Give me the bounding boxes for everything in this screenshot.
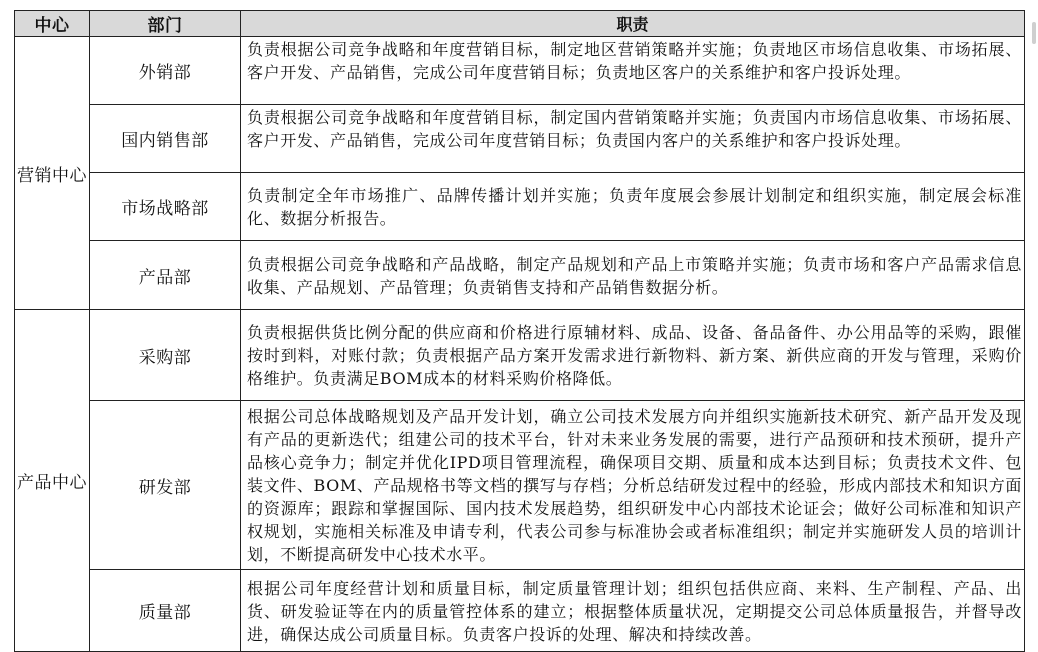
duty-cell: 负责根据公司竞争战略和年度营销目标，制定地区营销策略并实施；负责地区市场信息收集、市场拓展、客户开发、产品销售，完成公司年度营销目标；负责地区客户的关系维护和客户投诉处理。 [241, 37, 1025, 105]
table-row [15, 105, 1025, 173]
table-row [15, 173, 1025, 241]
dept-cell: 质量部 [90, 570, 241, 652]
duty-cell: 负责根据供货比例分配的供应商和价格进行原辅材料、成品、设备、备品备件、办公用品等的采购，跟催按时到料，对账付款；负责根据产品方案开发需求进行新物料、新方案、新供应商的开发与管理，采购价格维护。负责满足BOM成本的材料采购价格降低。 [241, 310, 1025, 401]
duty-cell: 负责根据公司竞争战略和产品战略，制定产品规划和产品上市策略并实施；负责市场和客户产品需求信息收集、产品规划、产品管理；负责销售支持和产品销售数据分析。 [241, 241, 1025, 310]
dept-cell: 采购部 [90, 310, 241, 401]
table-row [15, 37, 1025, 105]
table-row [15, 570, 1025, 652]
duty-cell: 负责制定全年市场推广、品牌传播计划并实施；负责年度展会参展计划制定和组织实施，制定展会标准化、数据分析报告。 [241, 173, 1025, 241]
table-row [15, 401, 1025, 570]
duty-cell: 根据公司年度经营计划和质量目标，制定质量管理计划；组织包括供应商、来料、生产制程、产品、出货、研发验证等在内的质量管控体系的建立；根据整体质量状况，定期提交公司总体质量报告，并督导改进，确保达成公司质量目标。负责客户投诉的处理、解决和持续改善。 [241, 570, 1025, 652]
duty-cell: 根据公司总体战略规划及产品开发计划，确立公司技术发展方向并组织实施新技术研究、新产品开发及现有产品的更新迭代；组建公司的技术平台，针对未来业务发展的需要，进行产品预研和技术预研，提升产品核心竞争力；制定并优化IPD项目管理流程，确保项目交期、质量和成本达到目标；负责技术文件、包装文件、BOM、产品规格书等文档的撰写与存档；分析总结研发过程中的经验，形成内部技术和知识方面的资源库；跟踪和掌握国际、国内技术发展趋势，组织研发中心内部技术论证会；做好公司标准和知识产权规划，实施相关标准及申请专利，代表公司参与标准协会或者标准组织；制定并实施研发人员的培训计划，不断提高研发中心技术水平。 [241, 401, 1025, 570]
duty-cell: 负责根据公司竞争战略和年度营销目标，制定国内营销策略并实施；负责国内市场信息收集、市场拓展、客户开发、产品销售，完成公司年度营销目标；负责国内客户的关系维护和客户投诉处理。 [241, 105, 1025, 173]
dept-cell: 外销部 [90, 37, 241, 105]
scrollbar-thumb[interactable] [1032, 22, 1036, 44]
table-row [15, 310, 1025, 401]
duty-table [14, 10, 1025, 652]
header-center: 中心 [15, 11, 90, 37]
header-dept: 部门 [90, 11, 241, 37]
dept-cell: 市场战略部 [90, 173, 241, 241]
duty-table-container [14, 10, 1025, 652]
center-cell-product: 产品中心 [15, 310, 90, 652]
dept-cell: 产品部 [90, 241, 241, 310]
table-header-row [15, 11, 1025, 37]
dept-cell: 研发部 [90, 401, 241, 570]
table-row [15, 241, 1025, 310]
header-duty: 职责 [241, 11, 1025, 37]
dept-cell: 国内销售部 [90, 105, 241, 173]
center-cell-marketing: 营销中心 [15, 37, 90, 310]
